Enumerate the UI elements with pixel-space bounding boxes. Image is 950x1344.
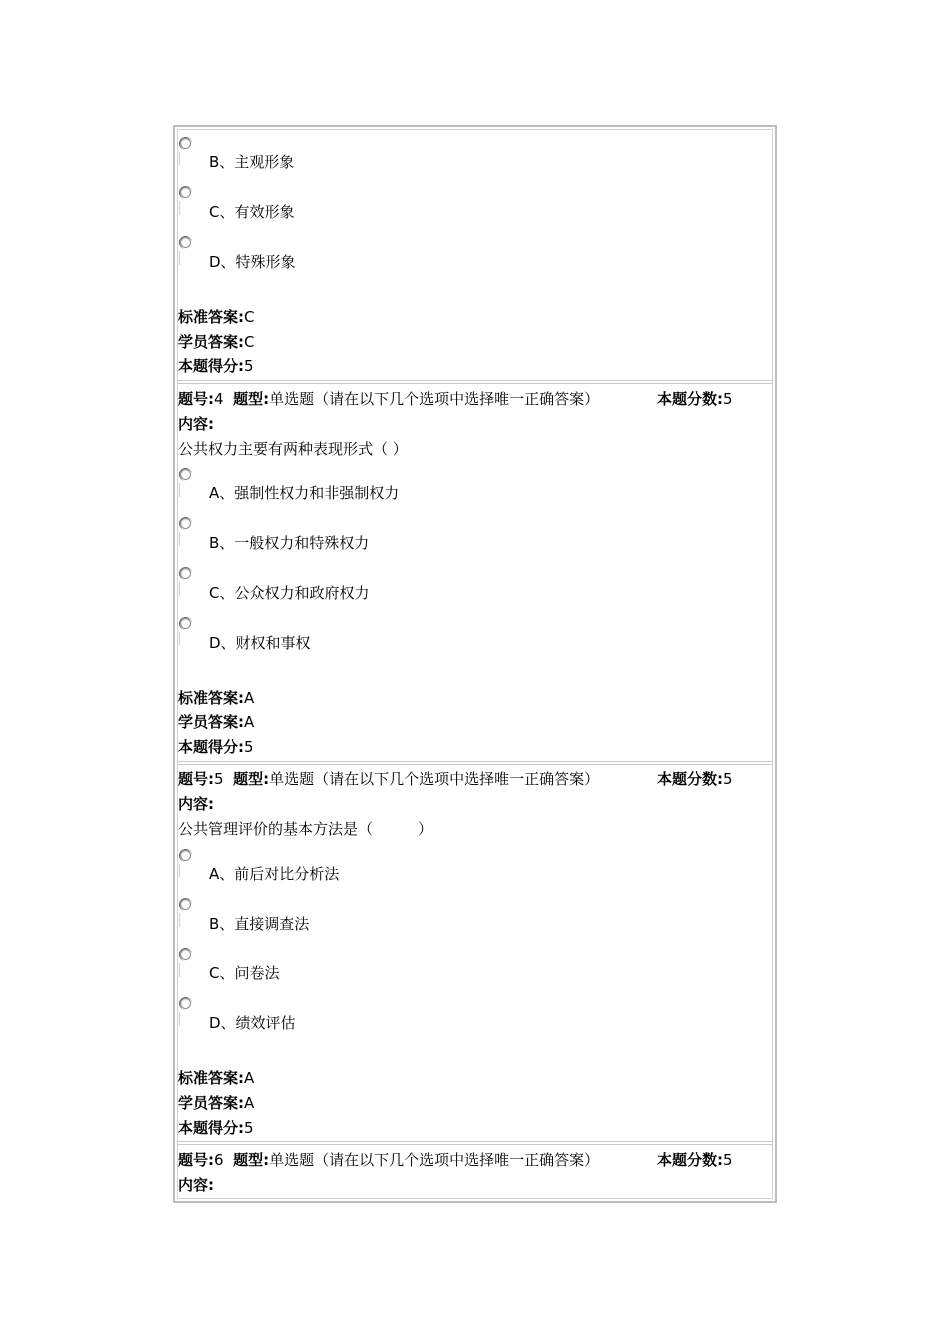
q3-score-got: 本题得分:5 bbox=[178, 357, 254, 375]
question-separator bbox=[177, 761, 773, 765]
q5-score: 本题分数:5 bbox=[657, 770, 733, 788]
q5-question: 公共管理评价的基本方法是（ ） bbox=[178, 820, 434, 838]
q5-option-a-radio[interactable] bbox=[180, 850, 191, 861]
option-divider bbox=[179, 632, 180, 646]
option-divider bbox=[179, 963, 180, 977]
option-divider bbox=[179, 483, 180, 497]
q3-student-answer: 学员答案:C bbox=[178, 333, 255, 351]
q4-student-answer: 学员答案:A bbox=[178, 713, 255, 731]
q5-std-answer: 标准答案:A bbox=[178, 1069, 255, 1087]
q4-option-b-radio[interactable] bbox=[180, 518, 191, 529]
question-separator bbox=[177, 1141, 773, 1145]
q4-header: 题号:4 题型:单选题（请在以下几个选项中选择唯一正确答案） bbox=[178, 390, 600, 408]
q5-content-label: 内容: bbox=[178, 795, 214, 813]
q5-option-a: A、前后对比分析法 bbox=[209, 865, 340, 883]
q5-option-d: D、绩效评估 bbox=[209, 1014, 296, 1032]
question-table-inner bbox=[177, 129, 773, 1199]
q4-score: 本题分数:5 bbox=[657, 390, 733, 408]
q3-option-c: C、有效形象 bbox=[209, 203, 295, 221]
option-divider bbox=[179, 251, 180, 265]
q5-student-answer: 学员答案:A bbox=[178, 1094, 255, 1112]
q4-question: 公共权力主要有两种表现形式（ ） bbox=[178, 440, 408, 458]
q4-option-d: D、财权和事权 bbox=[209, 634, 311, 652]
q4-option-a: A、强制性权力和非强制权力 bbox=[209, 484, 400, 502]
option-divider bbox=[179, 864, 180, 878]
q4-option-b: B、一般权力和特殊权力 bbox=[209, 534, 370, 552]
q5-option-d-radio[interactable] bbox=[180, 998, 191, 1009]
q3-std-answer: 标准答案:C bbox=[178, 308, 255, 326]
q4-content-label: 内容: bbox=[178, 415, 214, 433]
q5-option-b: B、直接调查法 bbox=[209, 915, 310, 933]
q5-option-c-radio[interactable] bbox=[180, 949, 191, 960]
q4-option-d-radio[interactable] bbox=[180, 618, 191, 629]
option-divider bbox=[179, 152, 180, 166]
question-table bbox=[173, 125, 777, 1203]
option-divider bbox=[179, 532, 180, 546]
q4-score-got: 本题得分:5 bbox=[178, 738, 254, 756]
option-divider bbox=[179, 1012, 180, 1026]
question-separator bbox=[177, 380, 773, 384]
q5-header: 题号:5 题型:单选题（请在以下几个选项中选择唯一正确答案） bbox=[178, 770, 600, 788]
q3-option-c-radio[interactable] bbox=[180, 187, 191, 198]
q4-option-a-radio[interactable] bbox=[180, 469, 191, 480]
option-divider bbox=[179, 201, 180, 215]
q4-std-answer: 标准答案:A bbox=[178, 689, 255, 707]
q5-option-c: C、问卷法 bbox=[209, 964, 280, 982]
q5-option-b-radio[interactable] bbox=[180, 899, 191, 910]
q6-header: 题号:6 题型:单选题（请在以下几个选项中选择唯一正确答案） bbox=[178, 1151, 600, 1169]
q6-content-label: 内容: bbox=[178, 1176, 214, 1194]
q6-score: 本题分数:5 bbox=[657, 1151, 733, 1169]
q4-option-c: C、公众权力和政府权力 bbox=[209, 584, 370, 602]
option-divider bbox=[179, 582, 180, 596]
q3-option-d-radio[interactable] bbox=[180, 237, 191, 248]
q3-option-b: B、主观形象 bbox=[209, 153, 295, 171]
q4-option-c-radio[interactable] bbox=[180, 568, 191, 579]
q3-option-b-radio[interactable] bbox=[180, 138, 191, 149]
q3-option-d: D、特殊形象 bbox=[209, 253, 296, 271]
q5-score-got: 本题得分:5 bbox=[178, 1119, 254, 1137]
option-divider bbox=[179, 913, 180, 927]
